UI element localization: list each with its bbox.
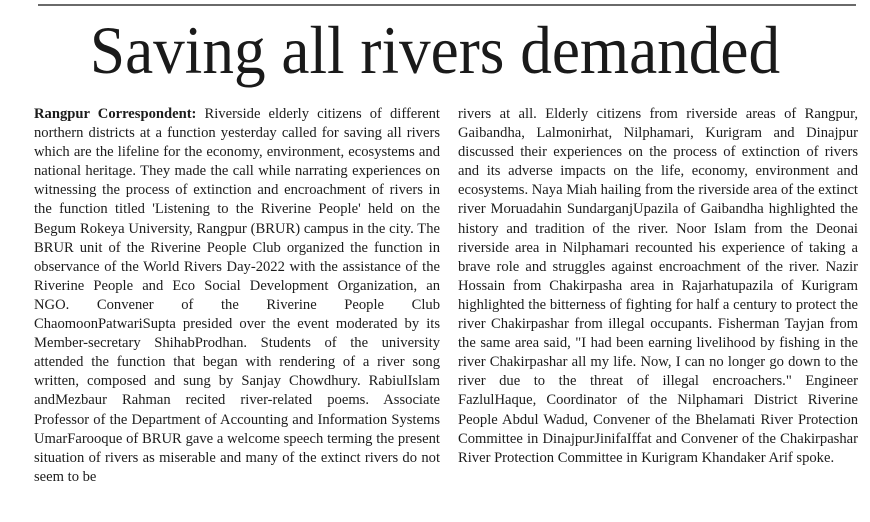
article-paragraph-1 [34, 105, 440, 487]
column-2-text: rivers at all. Elderly citizens from riverside areas of Rangpur, Gaibandha, Lalmonirhat, Nilphamari, Kurigram and Dinajpur discussed their experiences on the process of extinction of rivers and its adverse impacts on the life, economy, environment and ecosystems. Naya Miah hailing from the riverside area of the extinct river Moruadahin SundarganjUpazila of Gaibandha highlighted the history and tradition of the river. Noor Islam from the Deonai riverside area in Nilphamari recounted his experience of taking a brave role and struggles against encroachment of the river. Nazir Hossain from Chakirpasha area in Rajarhatupazila of Kurigram highlighted the bitterness of fighting for half a century to protect the river Chakirpashar from illegal occupants. Fisherman Tayjan from the same area said, "I had been earning livelihood by fishing in the river Chakirpashar all my life. Now, I can no longer go down to the river due to the threat of illegal encroachers." Engineer FazlulHaque, Coordinator of the Nilphamari District Riverine People Abdul Wadud, Convener of the Bhelamati River Protection Committee in DinajpurJinifaIffat and Convener of the Chakirpashar River Protection Committee in Kurigram Khandaker Arif spoke. [458, 106, 858, 466]
headline: Saving all rivers demanded [89, 12, 781, 88]
top-rule [38, 4, 856, 6]
column-1-text: Riverside elderly citizens of different northern districts at a function yesterday called for saving all rivers which are the lifeline for the economy, environment, ecosystems and national heritage. They made the call while narrating experiences on witnessing the process of extinction and encroachment of rivers in the function titled 'Listening to the Riverine People' held on the Begum Rokeya University, Rangpur (BRUR) campus in the city. The BRUR unit of the Riverine People Club organized the function in observance of the World Rivers Day-2022 with the assistance of the Riverine People and Eco Social Development Organization, an NGO. Convener of the Riverine People Club ChaomoonPatwariSupta presided over the event moderated by its Member-secretary ShihabProdhan. Students of the university attended the function that began with rendering of a river song written, composed and sung by Sanjay Chowdhury. RabiulIslam andMezbaur Rahman recited river-related poems. Associate Professor of the Department of Accounting and Information Systems UmarFarooque of BRUR gave a welcome speech terming the present situation of rivers as miserable and many of the extinct rivers do not seem to be [34, 106, 440, 485]
article-column-1 [34, 105, 440, 515]
dateline: Rangpur Correspondent: [34, 106, 197, 122]
article-column-2 [458, 105, 858, 515]
